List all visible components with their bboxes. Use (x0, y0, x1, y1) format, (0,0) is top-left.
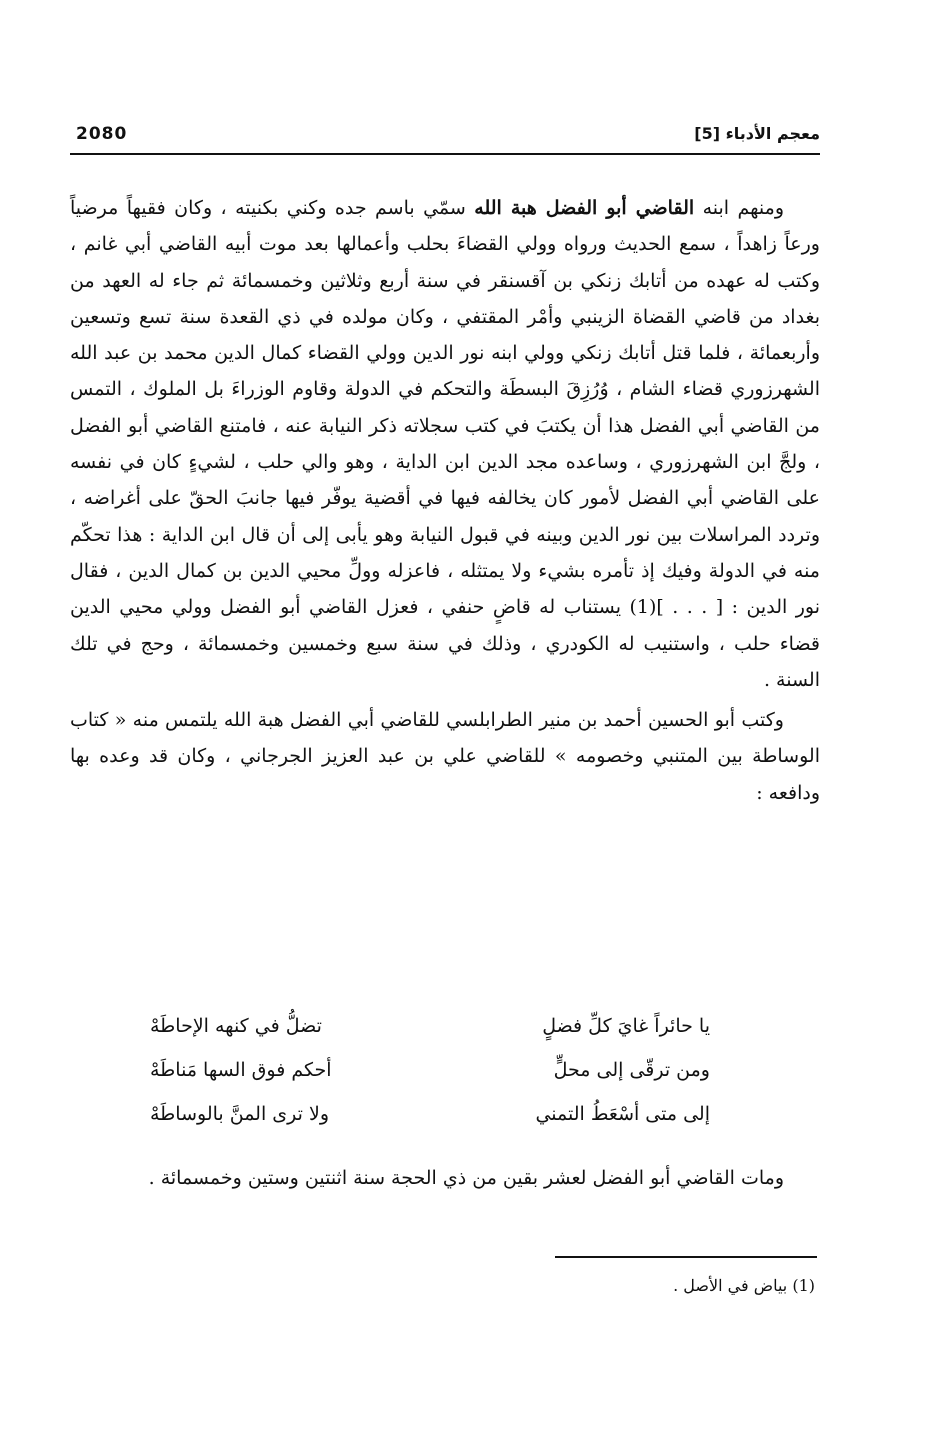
main-text (70, 190, 820, 811)
paragraph-1-intro: ومنهم ابنه (694, 197, 784, 219)
paragraph-2: وكتب أبو الحسين أحمد بن منير الطرابلسي للقاضي أبي الفضل هبة الله يلتمس منه « كتاب الوساطة بين المتنبي وخصومه » للقاضي علي بن عبد العزيز الجرجاني ، وكان قد وعده بها ودافعه : (70, 709, 820, 804)
verse-second-hemistich: تضلُّ في كنهه الإحاطَهْ (150, 1015, 322, 1037)
poem-verse (150, 1103, 710, 1147)
header-rule (70, 153, 820, 155)
verse-second-hemistich: أحكم فوق السها مَناطَهْ (150, 1059, 332, 1081)
paragraph-1 (70, 190, 820, 698)
poem-verse (150, 1015, 710, 1059)
poem (150, 1015, 710, 1147)
verse-first-hemistich: إلى متى أسْعَطُ التمني (535, 1103, 710, 1125)
paragraph-1-text: سمّي باسم جده وكني بكنيته ، وكان فقيهاً مرضياً ورعاً زاهداً ، سمع الحديث ورواه وولي القضاءَ بحلب وأعمالها بعد موت أبيه القاضي أبي غانم ، وكتب له عهده من أتابك زنكي بن آقسنقر في سنة أربع وثلاثين وخمسمائة ثم جاء له العهد من بغداد من قاضي القضاة الزينبي وأمْر المقتفي ، وكان مولده في ذي القعدة سنة تسع وتسعين وأربعمائة ، فلما قتل أتابك زنكي وولي ابنه نور الدين وولي القضاء كمال الدين محمد بن عبد الله الشهرزوري قضاء الشام ، وُرُزِقَ البسطَة والتحكم في الدولة وقاوم الوزراءَ بل الملوك ، التمس من القاضي أبي الفضل هذا أن يكتبَ في كتب سجلاته ذكر النيابة عنه ، فامتنع القاضي أبو الفضل ، ولجَّ ابن الشهرزوري ، وساعده مجد الدين ابن الداية ، وهو والي حلب ، لشيءٍ كان في نفسه على القاضي أبي الفضل لأمور كان يخالفه فيها في أقضية يوفّر فيها جانبَ الحقّ على أغراضه ، وتردد المراسلات بين نور الدين وبينه في قبول النيابة وهو يأبى إلى أن قال ابن الداية : هذا تحكّم منه في الدولة وفيك إذ تأمره بشيء ولا يمتثله ، فاعزله وولِّ محيي الدين بن كمال الدين ، فقال نور الدين : [ . . . ](1) يستناب له قاضٍ حنفي ، فعزل القاضي أبو الفضل وولي محيي الدين قضاء حلب ، واستنيب له الكودري ، وذلك في سنة سبع وخمسين وخمسمائة ، وحج في تلك السنة . (70, 197, 820, 691)
verse-second-hemistich: ولا ترى المنَّ بالوساطَهْ (150, 1103, 329, 1125)
verse-first-hemistich: ومن ترقّى إلى محلٍّ (553, 1059, 710, 1081)
page-header (70, 122, 820, 156)
page-number: 2080 (76, 124, 128, 144)
footnote-rule (555, 1256, 817, 1258)
bold-name: القاضي أبو الفضل هبة الله (474, 197, 695, 219)
closing-paragraph: ومات القاضي أبو الفضل لعشر بقين من ذي الحجة سنة اثنتين وستين وخمسمائة . (148, 1167, 784, 1189)
footnote: (1) بياض في الأصل . (673, 1276, 815, 1295)
verse-first-hemistich: يا حائراً غايَ كلِّ فضلٍ (542, 1015, 710, 1037)
poem-verse (150, 1059, 710, 1103)
book-title: معجم الأدباء [5] (694, 124, 820, 143)
